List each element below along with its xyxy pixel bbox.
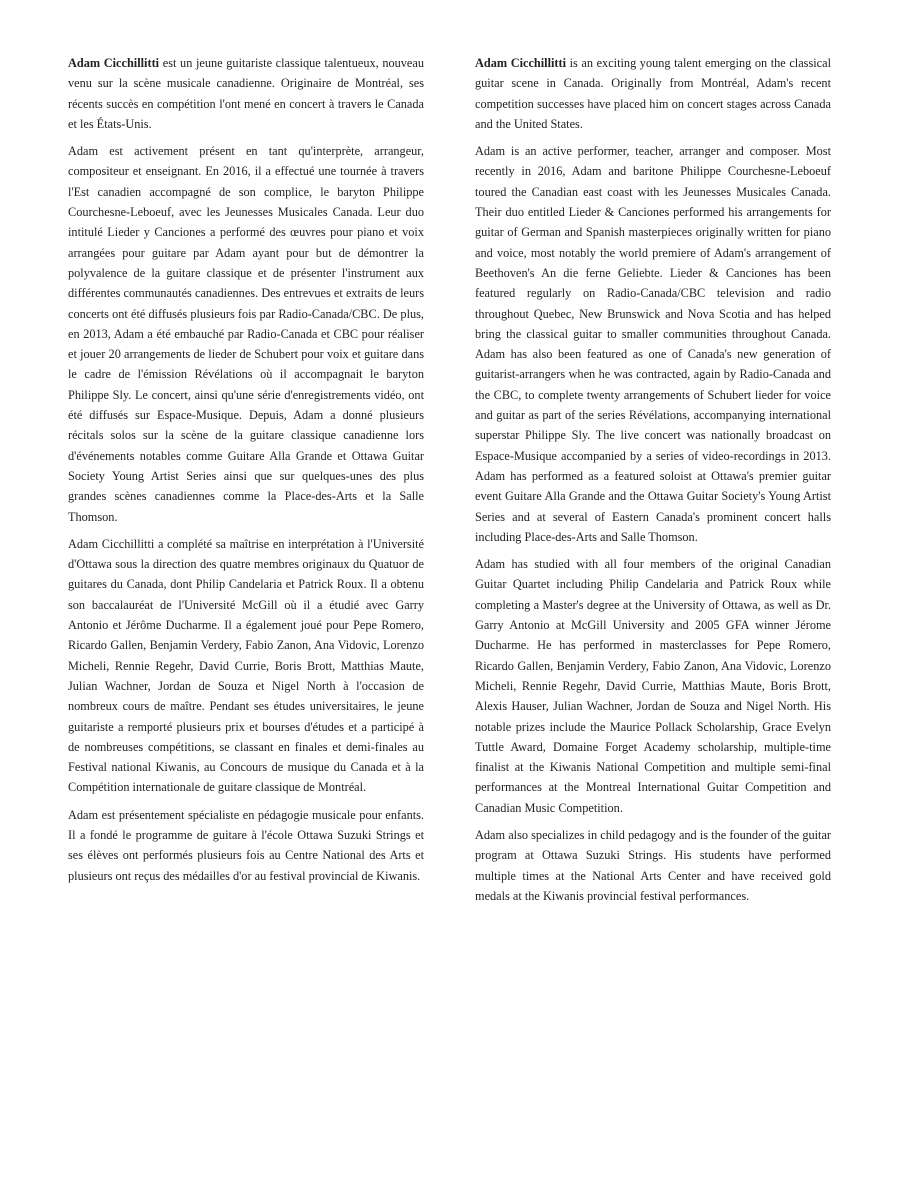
english-column <box>475 53 831 913</box>
english-paragraph-1 <box>475 53 831 134</box>
french-paragraph-1 <box>68 53 424 134</box>
french-column <box>68 53 424 893</box>
artist-name: Adam Cicchillitti <box>475 56 567 70</box>
artist-name: Adam Cicchillitti <box>68 56 160 70</box>
french-paragraph-4: Adam est présentement spécialiste en pédagogie musicale pour enfants. Il a fondé le programme de guitare à l'école Ottawa Suzuki Strings et ses élèves ont performés plusieurs fois au Centre National des Arts et plusieurs ont reçus des médailles d'or au festival provincial de Kiwanis. <box>68 807 424 883</box>
english-paragraph-2: Adam is an active performer, teacher, arranger and composer. Most recently in 2016, Adam and baritone Philippe Courchesne-Leboeuf toured the Canadian east coast with les Jeunesses Musicales Canada. Their duo entitled Lieder & Canciones performed his arrangements for guitar of German and Spanish masterpieces originally written for piano and voice, most notably the world premiere of Adam's arrangement of Beethoven's An die ferne Geliebte. Lieder & Canciones has been featured regularly on Radio-Canada/CBC television and radio throughout Quebec, New Brunswick and Nova Scotia and has helped bring the classical guitar to smaller communities throughout Canada. Adam has also been featured as one of Canada's new generation of guitarist-arrangers when he was contracted, again by Radio-Canada and the CBC, to complete twenty arrangements of Schubert lieder for voice and guitar as part of the series Révélations, accompanying international superstar Philippe Sly. The live concert was nationally broadcast on Espace-Musique accompanied by a series of video-recordings in 2013. Adam has performed as a featured soloist at Ottawa's premier guitar event Guitare Alla Grande and the Ottawa Guitar Society's Young Artist Series and at several of Eastern Canada's prominent concert halls including Place-des-Arts and Salle Thomson. <box>475 144 831 544</box>
english-paragraph-3: Adam has studied with all four members of the original Canadian Guitar Quartet including Philip Candelaria and Patrick Roux while completing a Master's degree at the University of Ottawa, as well as Dr. Garry Antonio at McGill University and 2005 GFA winner Jérome Ducharme. He has performed in masterclasses for Pepe Romero, Ricardo Gallen, Benjamin Verdery, Fabio Zanon, Ana Vidovic, Lorenzo Micheli, Rennie Regehr, David Currie, Matthias Maute, Boris Brott, Alexis Hauser, Julian Wachner, Jordan de Souza and Nigel North. His notable prizes include the Maurice Pollack Scholarship, Grace Evelyn Tuttle Award, Domaine Forget Academy scholarship, multiple-time finalist at the Kiwanis National Competition and multiple semi-final performances at the Montreal International Guitar Competition and Canadian Music Competition. <box>475 557 831 815</box>
french-paragraph-2: Adam est activement présent en tant qu'interprète, arrangeur, compositeur et enseignant. En 2016, il a effectué une tournée à travers l'Est canadien accompagné de son complice, le baryton Philippe Courchesne-Leboeuf, avec les Jeunesses Musicales Canada. Leur duo intitulé Lieder y Canciones a performé des œuvres pour piano et voix arrangées pour guitare par Adam ayant pour but de démontrer la polyvalence de la guitare classique et de présenter l'instrument aux différentes communautés canadiennes. Des entrevues et extraits de leurs concerts ont été diffusés plusieurs fois par Radio-Canada/CBC. De plus, en 2013, Adam a été embauché par Radio-Canada et CBC pour réaliser et jouer 20 arrangements de lieder de Schubert pour voix et guitare dans le cadre de l'émission Révélations où il accompagnait le baryton Philippe Sly. Le concert, ainsi qu'une série d'enregistrements vidéo, ont été diffusés sur Espace-Musique. Depuis, Adam a donné plusieurs récitals solos sur la scène de la guitare classique canadienne lors d'événements notables comme Guitare Alla Grande et Ottawa Guitar Society Young Artist Series ainsi que sur quelques-unes des plus grandes scènes canadiennes comme la Place-des-Arts et la Salle Thomson. <box>68 144 424 524</box>
english-paragraph-1-text: is an exciting young talent emerging on the classical guitar scene in Canada. Originally from Montréal, Adam's recent competition successes have placed him on concert stages across Canada and the United States. <box>475 56 831 131</box>
french-paragraph-1-text: est un jeune guitariste classique talentueux, nouveau venu sur la scène musicale canadienne. Originaire de Montréal, ses récents succès en compétition l'ont mené en concert à travers le Canada et les États-Unis. <box>68 56 425 131</box>
french-paragraph-3: Adam Cicchillitti a complété sa maîtrise en interprétation à l'Université d'Ottawa sous la direction des quatre membres originaux du Quatuor de guitares du Canada, dont Philip Candelaria et Patrick Roux. Il a obtenu son baccalauréat de l'Université McGill où il a étudié avec Garry Antonio et Jérôme Ducharme. Il a également joué pour Pepe Romero, Ricardo Gallen, Benjamin Verdery, Fabio Zanon, Ana Vidovic, Lorenzo Micheli, Rennie Regehr, David Currie, Boris Brott, Matthias Maute, Julian Wachner, Jordan de Souza et Nigel North à l'occasion de nombreux cours de maître. Pendant ses études universitaires, le jeune guitariste a remporté plusieurs prix et bourses d'études et a participé à de nombreuses compétitions, se classant en finales et demi-finales au Festival national Kiwanis, au Concours de musique du Canada et à la Compétition internationale de guitare classique de Montréal. <box>68 536 424 795</box>
english-paragraph-4: Adam also specializes in child pedagogy and is the founder of the guitar program at Ottawa Suzuki Strings. His students have performed multiple times at the National Arts Center and have received gold medals at the Kiwanis provincial festival performances. <box>475 827 831 903</box>
